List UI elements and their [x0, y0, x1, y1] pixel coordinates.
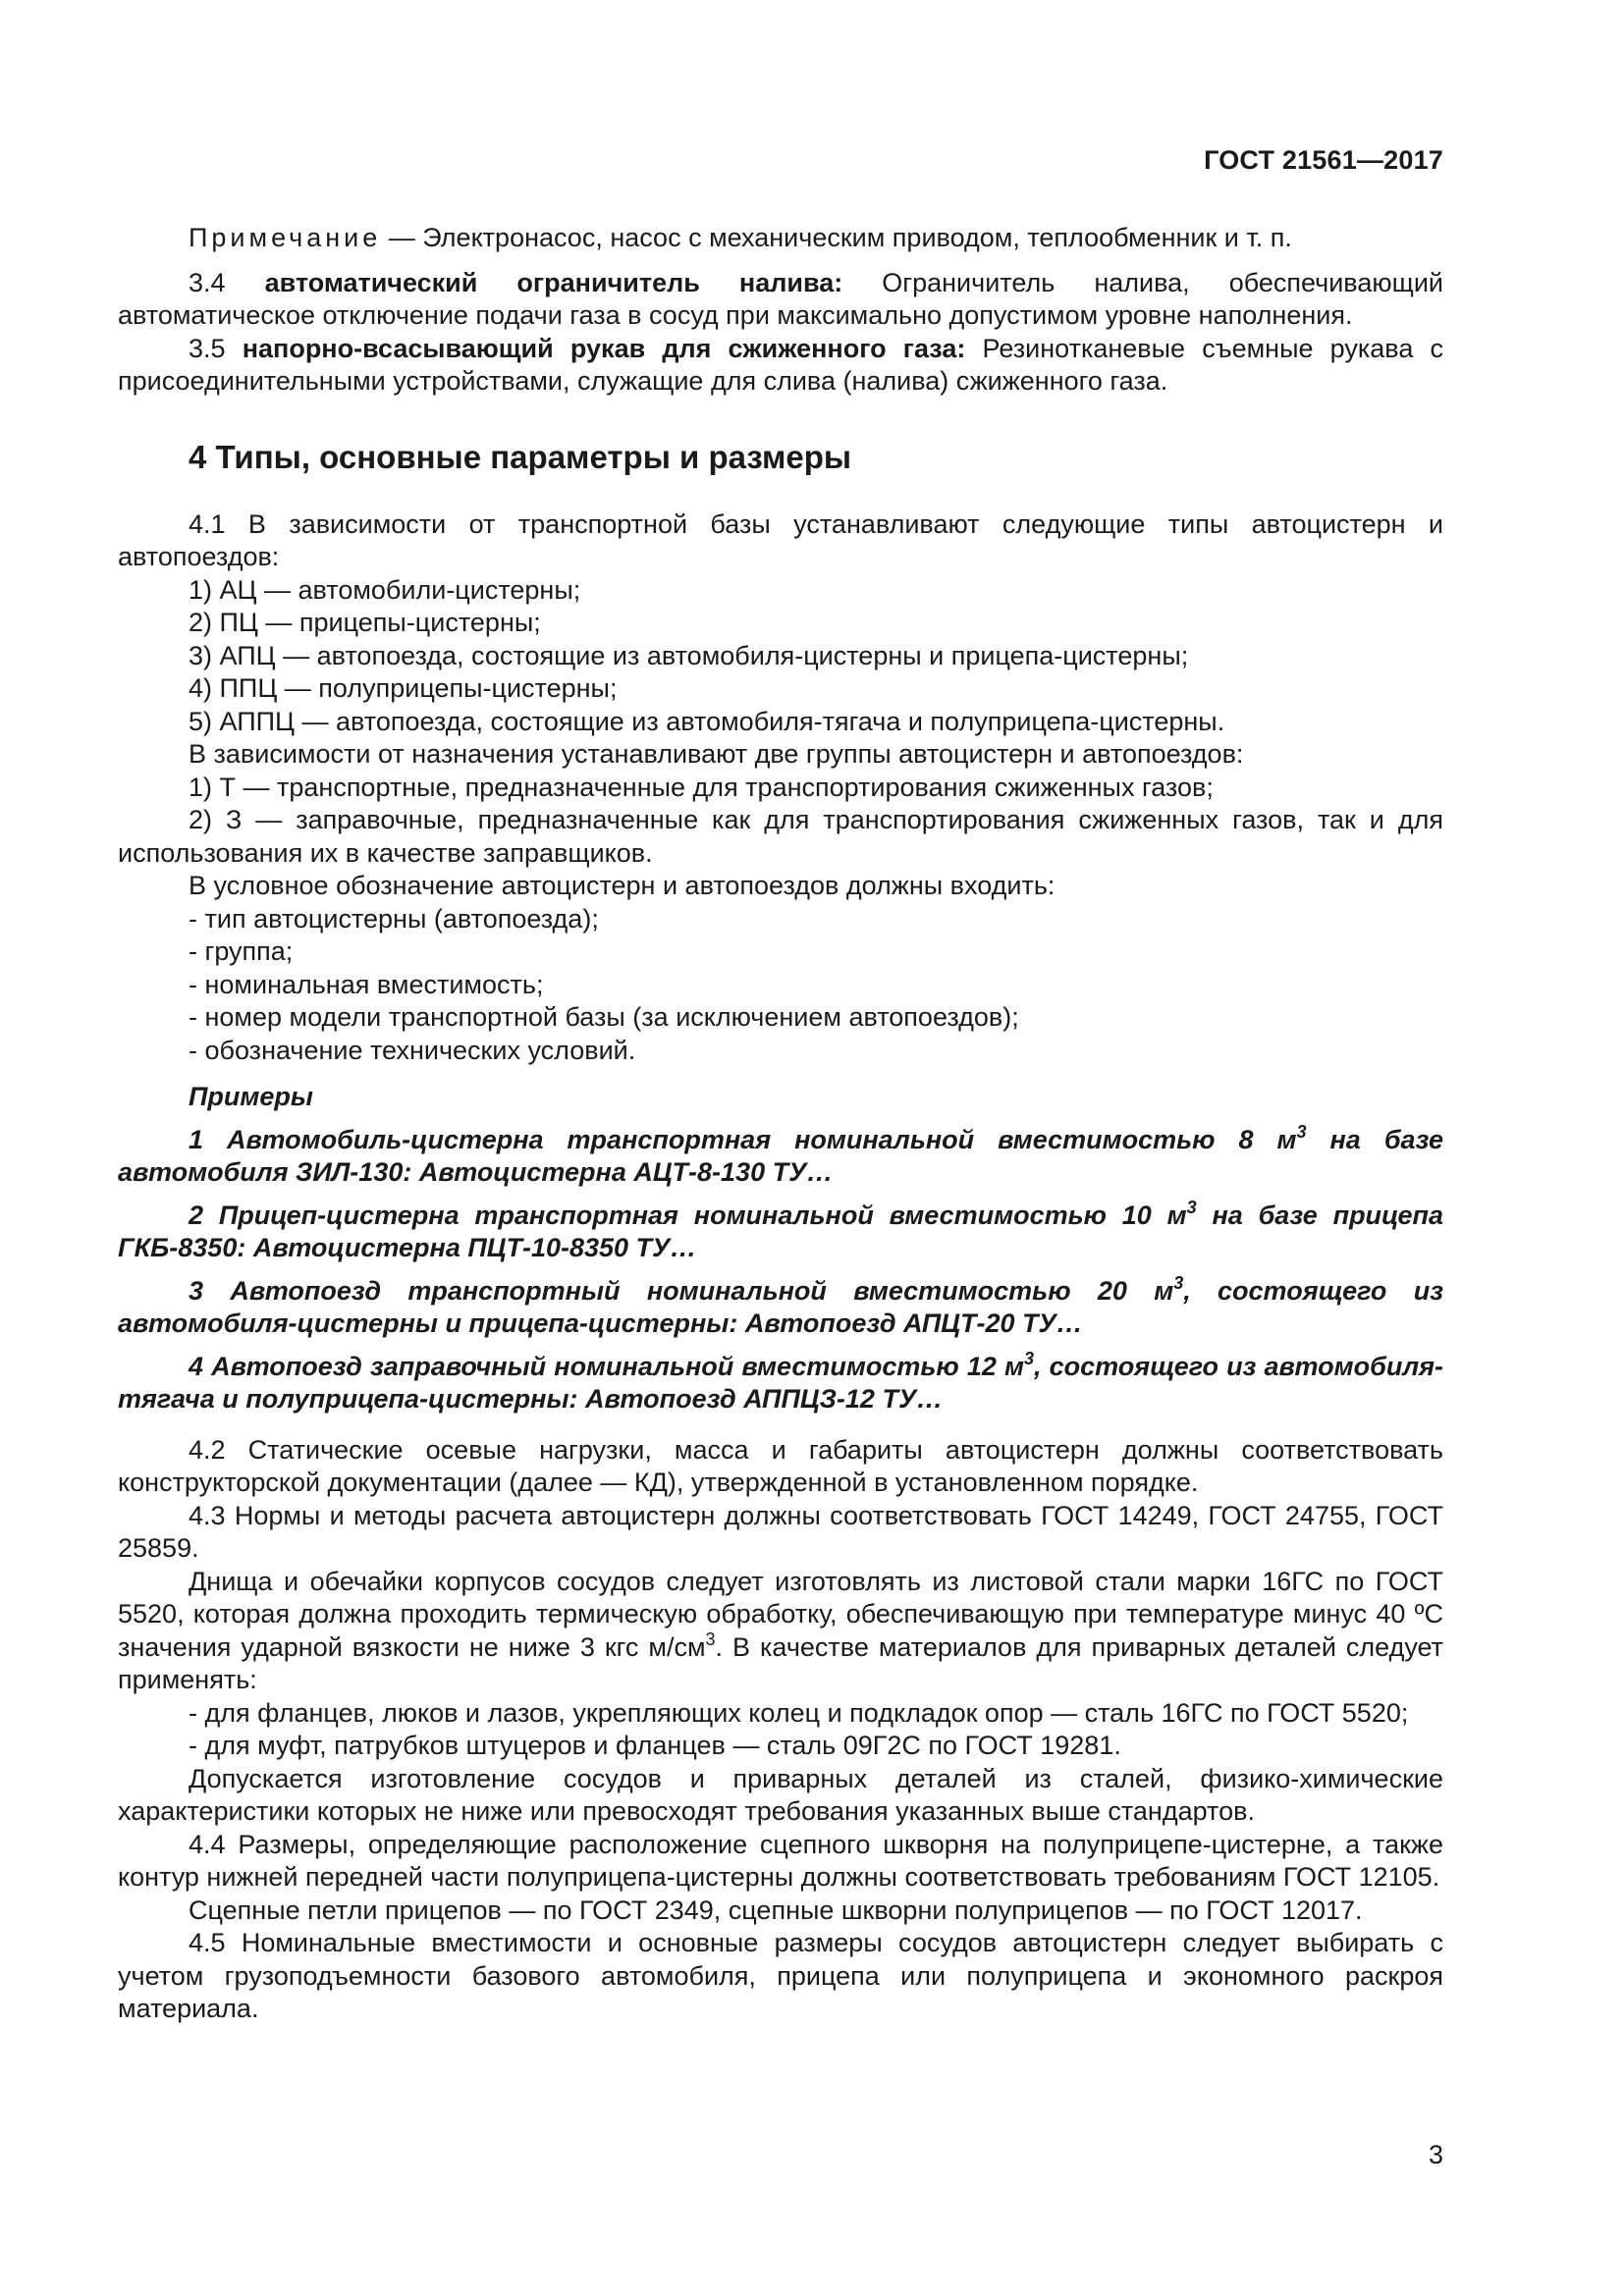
example-text: на базе автомобиля ЗИЛ-130: Автоцистерна АЦТ-8-130 ТУ…: [118, 1124, 1444, 1187]
designation-item: - обозначение технических условий.: [189, 1035, 636, 1065]
clause-3-4: [118, 267, 1443, 333]
definition: Ограничитель налива, обеспечивающий автоматическое отключение подачи газа в сосуд при максимально допустимом уровне наполнения.: [118, 267, 1443, 330]
document-body: [118, 222, 1443, 2026]
clause-number: 3.4: [189, 267, 265, 297]
type-item: 1) АЦ — автомобили-цистерны;: [189, 574, 581, 605]
clause-4-2: 4.2 Статические осевые нагрузки, масса и габариты автоцистерн должны соответствовать конструкторской документации (далее — КД), утвержденной в установленном порядке.: [118, 1434, 1443, 1497]
note: [118, 222, 1443, 255]
materials-paragraph: [118, 1566, 1443, 1697]
clause-4-5: 4.5 Номинальные вместимости и основные размеры сосудов автоцистерн следует выбирать с учетом грузоподъемности базового автомобиля, прицепа или полуприцепа и экономного раскроя материала.: [118, 1928, 1443, 2023]
superscript: 3: [1186, 1197, 1197, 1217]
groups-intro: В зависимости от назначения устанавливают две группы автоцистерн и автопоездов:: [189, 739, 1244, 769]
example-text: , состоящего из автомобиля-тягача и полуприцепа-цистерны: Автопоезд АППЦЗ-12 ТУ…: [118, 1351, 1444, 1414]
note-text: — Электронасос, насос с механическим приводом, теплообменник и т. п.: [381, 223, 1292, 252]
note-label: Примечание: [189, 223, 382, 252]
clause-number: 3.5: [189, 333, 243, 363]
designation-item: - номер модели транспортной базы (за исключением автопоездов);: [189, 1002, 1019, 1032]
designation-item: - группа;: [189, 936, 294, 966]
allowance-paragraph: Допускается изготовление сосудов и приварных деталей из сталей, физико-химические характеристики которых не ниже или превосходят требования указанных выше стандартов.: [118, 1763, 1443, 1826]
type-item: 3) АПЦ — автопоезда, состоящие из автомобиля-цистерны и прицепа-цистерны;: [189, 640, 1189, 670]
spacer: [118, 1426, 1443, 1434]
clause-4-3: 4.3 Нормы и методы расчета автоцистерн должны соответствовать ГОСТ 14249, ГОСТ 24755, ГОСТ 25859.: [118, 1500, 1443, 1563]
designation-item: - номинальная вместимость;: [189, 969, 544, 999]
example-text: 2 Прицеп-цистерна транспортная номинальной вместимостью 10 м: [189, 1200, 1187, 1230]
example-2: [118, 1197, 1443, 1265]
example-text: , состоящего из автомобиля-цистерны и прицепа-цистерны: Автопоезд АПЦТ-20 ТУ…: [118, 1275, 1443, 1338]
material-item: - для муфт, патрубков штуцеров и фланцев — сталь 09Г2С по ГОСТ 19281.: [189, 1731, 1121, 1760]
type-item: 5) АППЦ — автопоезда, состоящие из автомобиля-тягача и полуприцепа-цистерны.: [189, 706, 1225, 736]
designation-intro: В условное обозначение автоцистерн и автопоездов должны входить:: [189, 871, 1056, 900]
section-4-title: 4 Типы, основные параметры и размеры: [189, 438, 852, 475]
example-text: 1 Автомобиль-цистерна транспортная номинальной вместимостью 8 м: [189, 1124, 1297, 1154]
superscript: 3: [705, 1629, 716, 1649]
group-item: 2) З — заправочные, предназначенные как для транспортирования сжиженных газов, так и для использования их в качестве заправщиков.: [118, 805, 1443, 868]
designation-item: - тип автоцистерны (автопоезда);: [189, 903, 599, 934]
group-item: 1) Т — транспортные, предназначенные для транспортирования сжиженных газов;: [189, 772, 1214, 802]
page-number: 3: [1428, 2140, 1443, 2169]
material-item: - для фланцев, люков и лазов, укрепляющих колец и подкладок опор — сталь 16ГС по ГОСТ 5520;: [189, 1697, 1409, 1728]
clause-3-5: [118, 333, 1443, 399]
materials-text: . В качестве материалов для приварных деталей следует применять:: [118, 1631, 1443, 1694]
document-header: ГОСТ 21561—2017: [1204, 145, 1443, 175]
clause-4-1-intro: 4.1 В зависимости от транспортной базы устанавливают следующие типы автоцистерн и автопоездов:: [118, 508, 1443, 571]
term: напорно-всасывающий рукав для сжиженного газа:: [242, 333, 966, 363]
example-1: [118, 1121, 1444, 1190]
hitch-paragraph: Сцепные петли прицепов — по ГОСТ 2349, сцепные шкворни полуприцепов — по ГОСТ 12017.: [189, 1895, 1363, 1925]
superscript: 3: [1296, 1121, 1307, 1142]
term: автоматический ограничитель налива:: [264, 267, 843, 297]
example-text: 3 Автопоезд транспортный номинальной вместимостью 20 м: [189, 1275, 1174, 1306]
example-4: [118, 1348, 1444, 1416]
clause-4-4: 4.4 Размеры, определяющие расположение сцепного шкворня на полуприцепе-цистерне, а также контур нижней передней части полуприцепа-цистерны должны соответствовать требованиям ГОСТ 12105.: [118, 1829, 1443, 1892]
example-text: 4 Автопоезд заправочный номинальной вместимостью 12 м: [189, 1351, 1024, 1381]
document-page: [118, 0, 1443, 2296]
superscript: 3: [1173, 1272, 1184, 1293]
materials-text: Днища и обечайки корпусов сосудов следует изготовлять из листовой стали марки 16ГС по ГОСТ 5520, которая должна проходить термическую обработку, обеспечивающую при температуре минус 40 ºС значения ударной вязкости не ниже 3 кгс м/см: [118, 1566, 1443, 1662]
type-item: 2) ПЦ — прицепы-цистерны;: [189, 608, 541, 637]
example-text: на базе прицепа ГКБ-8350: Автоцистерна ПЦТ-10-8350 ТУ…: [118, 1200, 1443, 1262]
superscript: 3: [1024, 1348, 1035, 1368]
examples-heading: Примеры: [189, 1082, 313, 1111]
definition: Резинотканевые съемные рукава с присоединительными устройствами, служащие для слива (налива) сжиженного газа.: [118, 333, 1443, 396]
example-3: [118, 1272, 1443, 1341]
type-item: 4) ППЦ — полуприцепы-цистерны;: [189, 673, 618, 703]
